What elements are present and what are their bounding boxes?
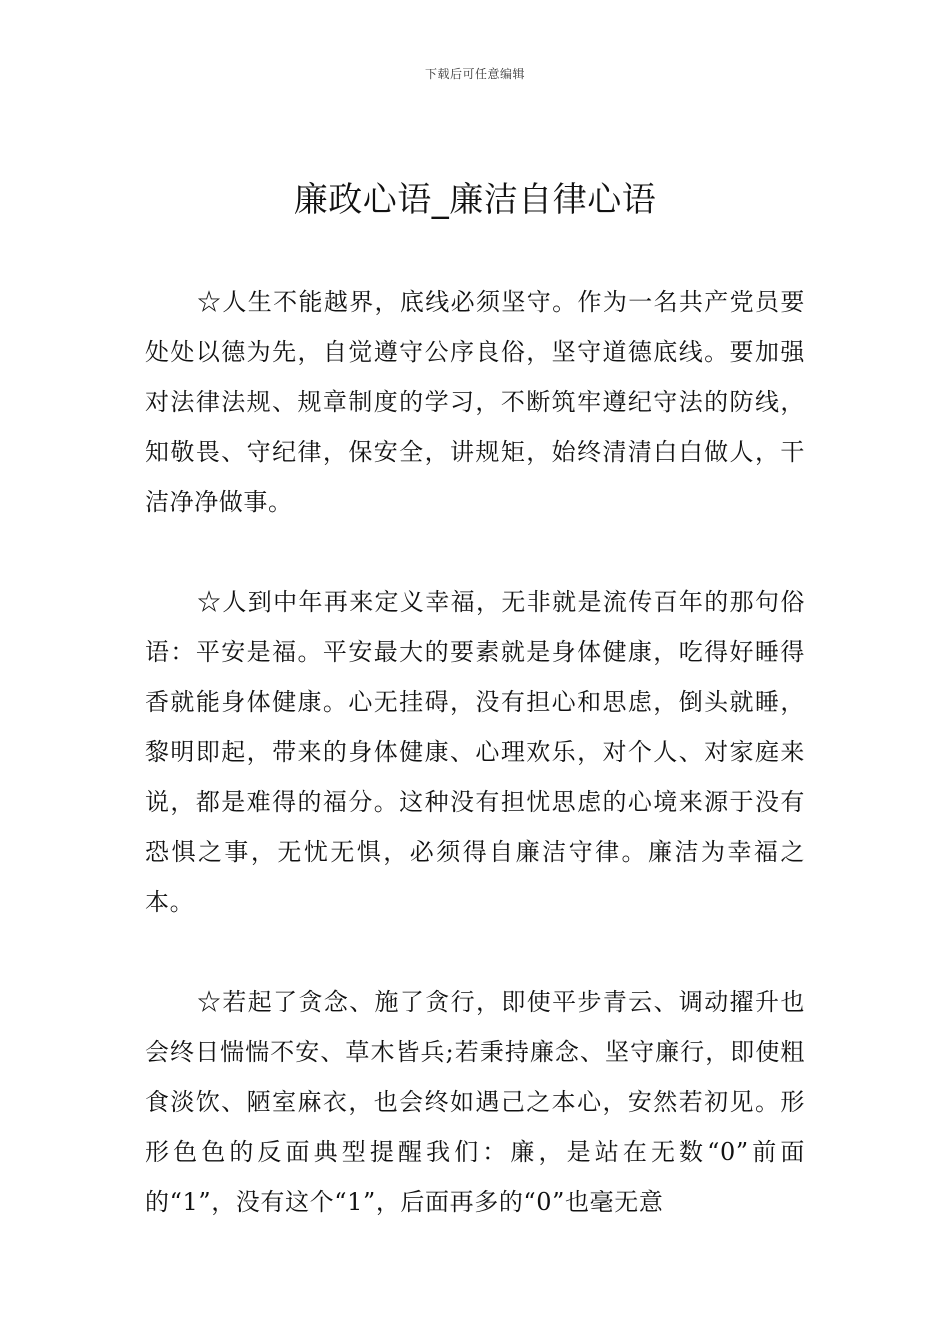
paragraph-2: ☆人到中年再来定义幸福，无非就是流传百年的那句俗语：平安是福。平安最大的要素就是身体健康，吃得好睡得香就能身体健康。心无挂碍，没有担心和思虑，倒头就睡，黎明即起，带来的身体健康、心理欢乐，对个人、对家庭来说，都是难得的福分。这种没有担忧思虑的心境来源于没有恐惧之事，无忧无惧，必须得自廉洁守律。廉洁为幸福之本。 <box>145 588 805 916</box>
header-note: 下载后可任意编辑 <box>424 67 525 81</box>
paragraph-3: ☆若起了贪念、施了贪行，即使平步青云、调动擢升也会终日惴惴不安、草木皆兵;若秉持廉念、坚守廉行，即使粗食淡饮、陋室麻衣，也会终如遇己之本心，安然若初见。形形色色的反面典型提醒我们：廉，是站在无数“0”前面的“1”，没有这个“1”，后面再多的“0”也毫无意 <box>145 988 805 1216</box>
paragraph-1: ☆人生不能越界，底线必须坚守。作为一名共产党员要处处以德为先，自觉遵守公序良俗，坚守道德底线。要加强对法律法规、规章制度的学习，不断筑牢遵纪守法的防线，知敬畏、守纪律，保安全，讲规矩，始终清清白白做人，干洁净净做事。 <box>145 288 805 516</box>
document-body <box>145 277 805 1277</box>
document-title: 廉政心语_廉洁自律心语 <box>293 180 657 220</box>
